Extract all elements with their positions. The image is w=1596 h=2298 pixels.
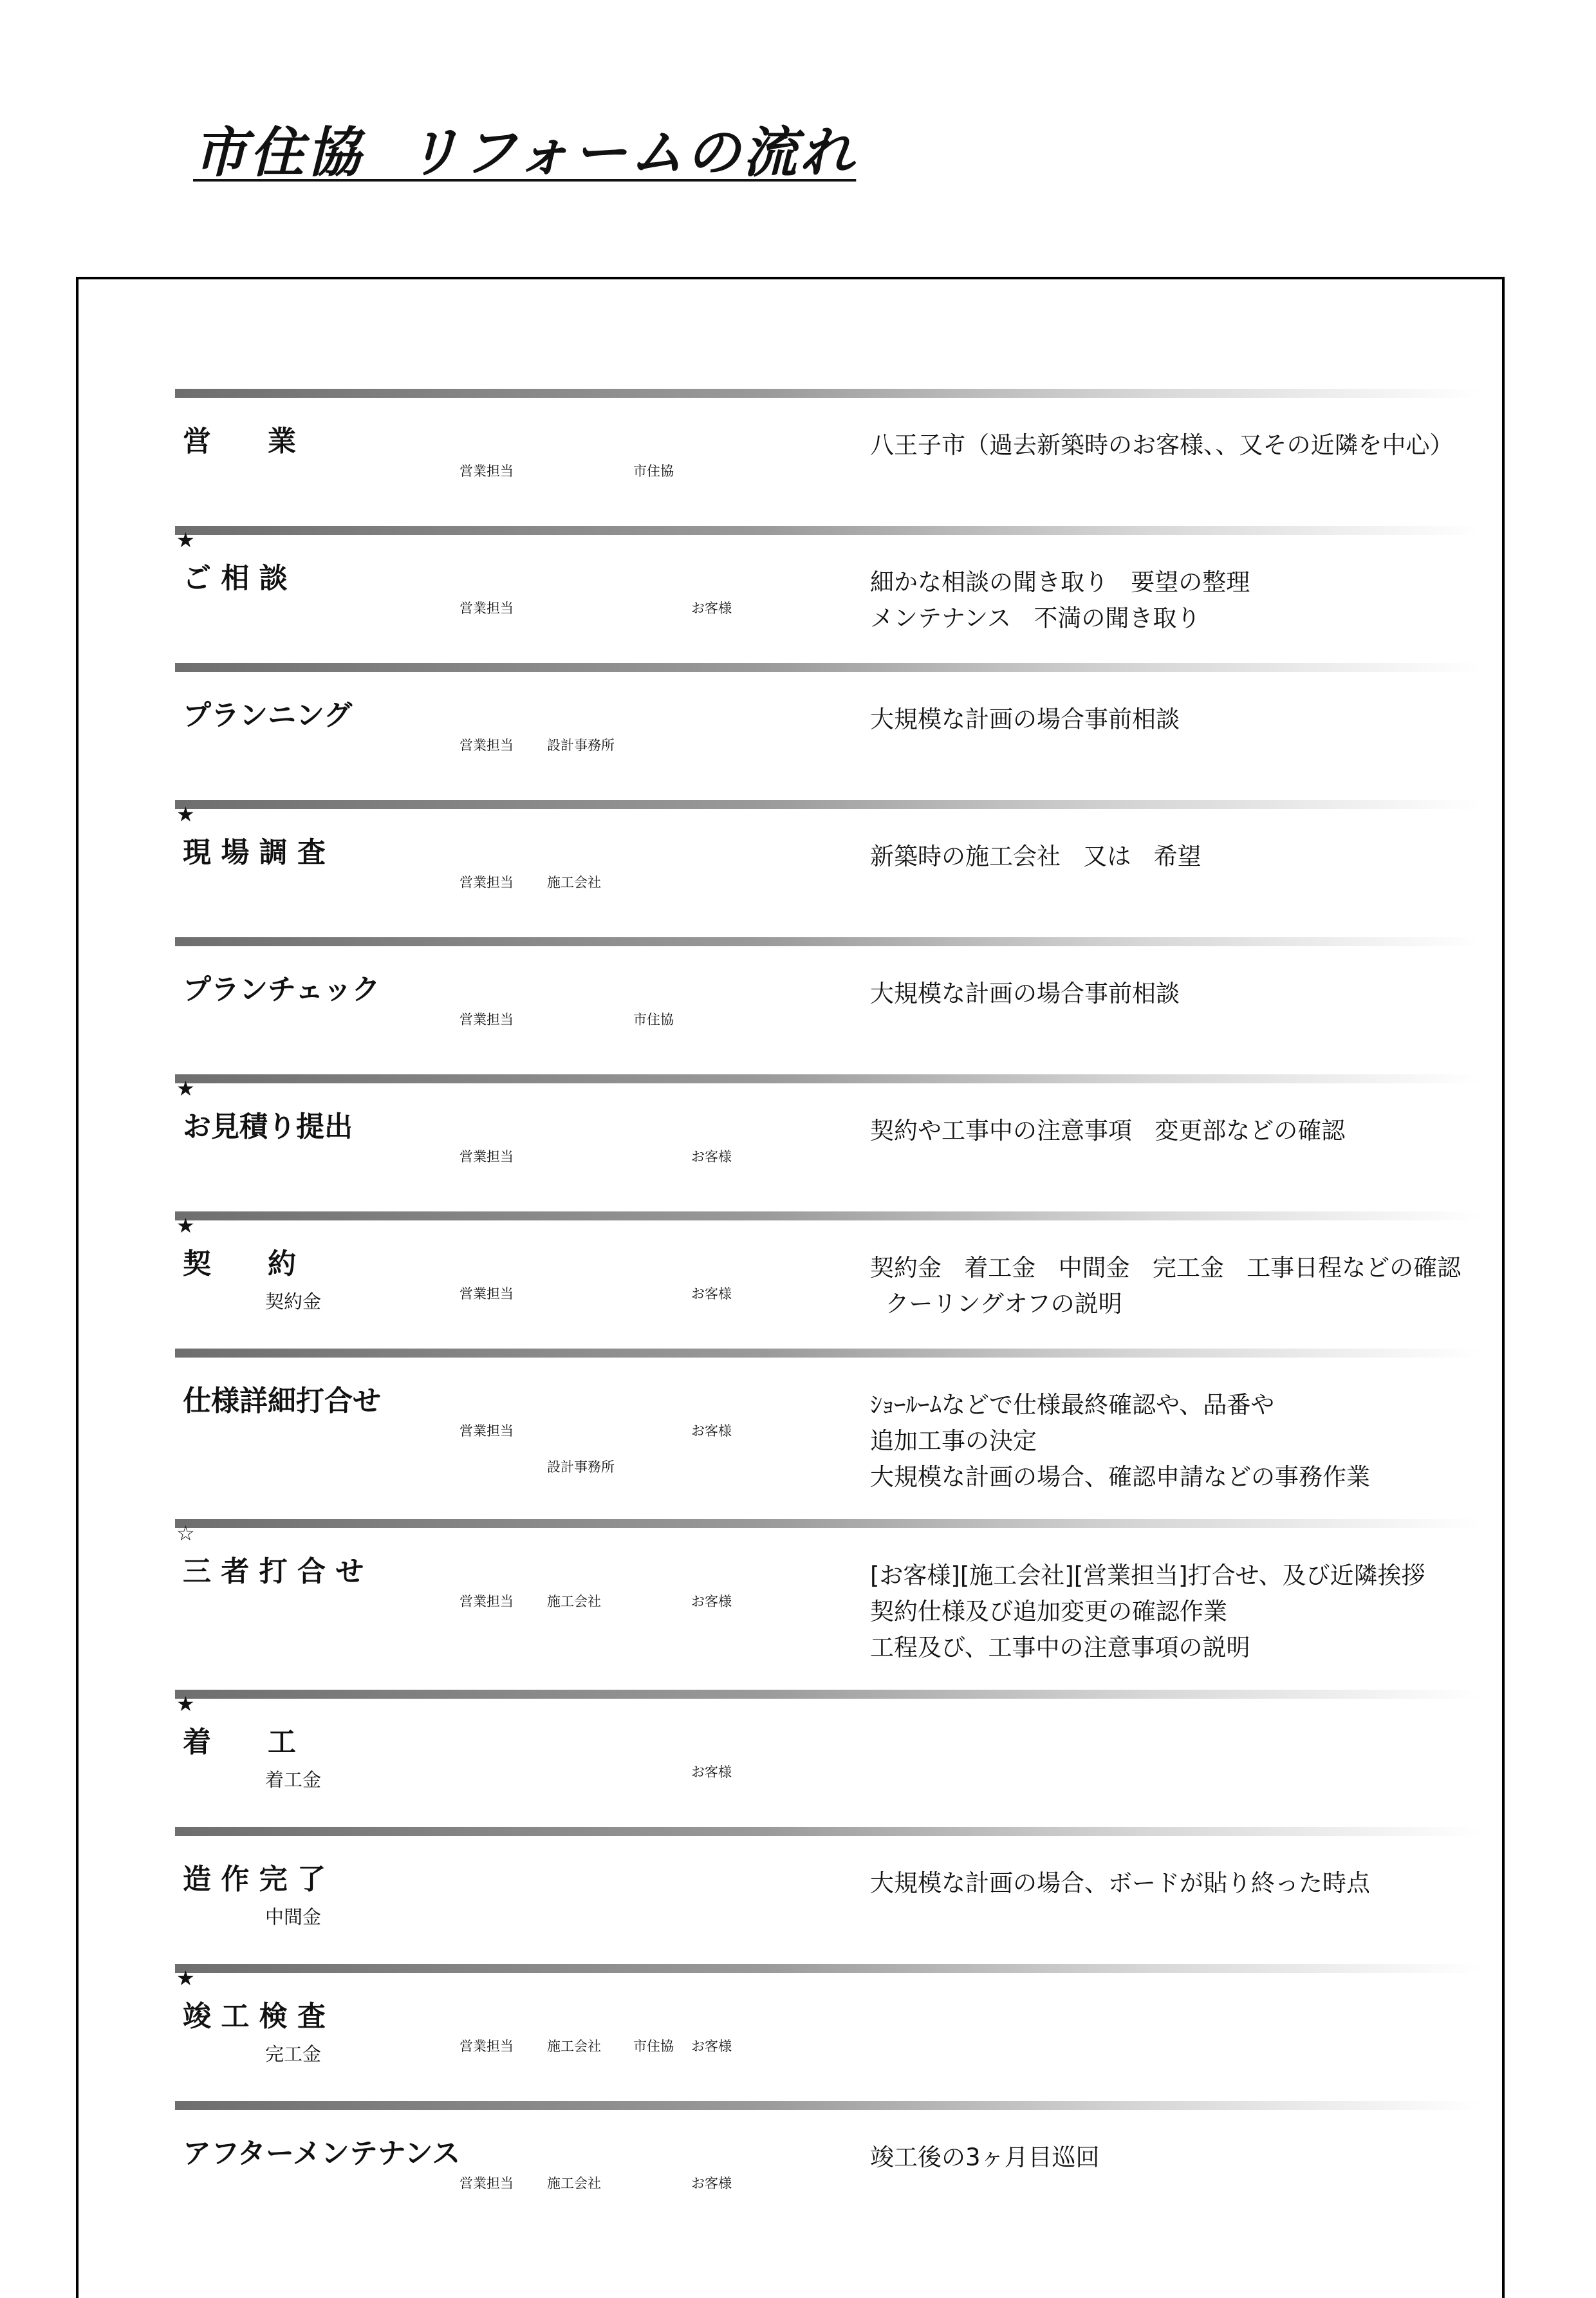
note-line: クーリングオフの説明	[870, 1290, 1122, 1318]
step-divider-bar	[175, 389, 1481, 398]
party-design-office: 設計事務所	[547, 1459, 615, 1475]
party-customer: お客様	[691, 2176, 732, 2191]
note-line: 大規模な計画の場合、ボードが貼り終った時点	[870, 1869, 1370, 1897]
note-line: 大規模な計画の場合事前相談	[870, 980, 1180, 1007]
party-sales: 営業担当	[459, 738, 514, 753]
step-divider-bar	[175, 1211, 1481, 1220]
note-line: メンテナンス 不満の聞き取り	[870, 604, 1201, 632]
step-notes	[870, 1558, 1425, 1666]
party-customer: お客様	[691, 1764, 732, 1780]
flow-step	[175, 2101, 1514, 2230]
step-name: 竣 工 検 査	[183, 2000, 326, 2033]
party-sales: 営業担当	[459, 463, 514, 479]
party-customer: お客様	[691, 1594, 732, 1609]
step-name: ご 相 談	[183, 562, 288, 595]
step-divider-bar	[175, 526, 1481, 535]
step-notes	[870, 2140, 1100, 2176]
step-notes	[870, 565, 1250, 637]
star-marker-icon: ☆	[176, 1521, 195, 1546]
note-line: ｼｮｰﾙｰﾑなどで仕様最終確認や、品番や	[870, 1391, 1275, 1419]
step-notes	[870, 1387, 1370, 1495]
party-sales: 営業担当	[459, 601, 514, 616]
step-notes	[870, 702, 1180, 738]
flow-step	[175, 663, 1514, 792]
note-line: 八王子市（過去新築時のお客様、、又その近隣を中心）	[870, 431, 1454, 459]
star-marker-icon: ★	[176, 528, 195, 552]
note-line: [お客様][施工会社][営業担当]打合せ、及び近隣挨拶	[870, 1562, 1425, 1589]
note-line: 新築時の施工会社 又は 希望	[870, 843, 1202, 870]
party-customer: お客様	[691, 1286, 732, 1302]
flow-step	[175, 1690, 1514, 1818]
step-notes	[870, 839, 1202, 875]
payment-label: 完工金	[265, 2043, 322, 2065]
note-line: 細かな相談の聞き取り 要望の整理	[870, 568, 1250, 596]
star-marker-icon: ★	[176, 1076, 195, 1101]
flow-step	[175, 1211, 1514, 1340]
note-line: 大規模な計画の場合、確認申請などの事務作業	[870, 1463, 1370, 1491]
party-shijukyo: 市住協	[633, 1012, 674, 1027]
party-secondary: 施工会社	[547, 875, 601, 890]
flow-step	[175, 526, 1514, 655]
flow-step	[175, 937, 1514, 1066]
flow-step	[175, 1074, 1514, 1203]
payment-label: 契約金	[265, 1291, 322, 1312]
party-secondary: 設計事務所	[547, 738, 615, 753]
star-marker-icon: ★	[176, 802, 195, 827]
note-line: 大規模な計画の場合事前相談	[870, 705, 1180, 733]
step-divider-bar	[175, 663, 1481, 672]
star-marker-icon: ★	[176, 1692, 195, 1716]
note-line: 竣工後の3ヶ月目巡回	[870, 2144, 1100, 2171]
party-secondary: 施工会社	[547, 2039, 601, 2054]
note-line: 契約金 着工金 中間金 完工金 工事日程などの確認	[870, 1254, 1461, 1282]
note-line: 契約や工事中の注意事項 変更部などの確認	[870, 1117, 1346, 1144]
step-divider-bar	[175, 1074, 1481, 1083]
step-divider-bar	[175, 1690, 1481, 1699]
note-line: 工程及び、工事中の注意事項の説明	[870, 1634, 1250, 1661]
page-title: 市住協 リフォームの流れ	[193, 121, 857, 184]
step-notes	[870, 1250, 1461, 1322]
payment-label: 中間金	[265, 1906, 322, 1928]
party-sales: 営業担当	[459, 1286, 514, 1302]
step-notes	[870, 427, 1454, 463]
step-notes	[870, 976, 1180, 1012]
party-secondary: 施工会社	[547, 2176, 601, 2191]
step-name: 契 約	[183, 1247, 296, 1280]
party-shijukyo: 市住協	[633, 463, 674, 479]
step-notes	[870, 1865, 1370, 1901]
party-sales: 営業担当	[459, 1423, 514, 1439]
step-name: プランニング	[183, 699, 353, 732]
note-line: 追加工事の決定	[870, 1427, 1037, 1455]
step-name: 仕様詳細打合せ	[183, 1385, 381, 1417]
step-name: 着 工	[183, 1726, 296, 1759]
party-sales: 営業担当	[459, 1012, 514, 1027]
step-name: プランチェック	[183, 973, 380, 1006]
step-divider-bar	[175, 1519, 1481, 1528]
note-line: 契約仕様及び追加変更の確認作業	[870, 1598, 1227, 1625]
party-secondary: 施工会社	[547, 1594, 601, 1609]
step-notes	[870, 1113, 1345, 1149]
party-sales: 営業担当	[459, 875, 514, 890]
step-name: お見積り提出	[183, 1110, 353, 1143]
party-shijukyo: 市住協	[633, 2039, 674, 2054]
flow-step	[175, 1519, 1514, 1661]
flow-step	[175, 800, 1514, 929]
step-name: 現 場 調 査	[183, 836, 326, 869]
party-customer: お客様	[691, 1423, 732, 1439]
step-divider-bar	[175, 1827, 1481, 1836]
step-name: 造 作 完 了	[183, 1863, 326, 1896]
party-sales: 営業担当	[459, 1594, 514, 1609]
party-customer: お客様	[691, 1149, 732, 1164]
party-sales: 営業担当	[459, 2176, 514, 2191]
step-divider-bar	[175, 1349, 1481, 1358]
flow-step	[175, 1964, 1514, 2093]
flow-step	[175, 1827, 1514, 1956]
party-customer: お客様	[691, 2039, 732, 2054]
step-divider-bar	[175, 2101, 1481, 2110]
step-name: アフターメンテナンス	[183, 2137, 461, 2170]
star-marker-icon: ★	[176, 1966, 195, 1990]
party-sales: 営業担当	[459, 2039, 514, 2054]
party-sales: 営業担当	[459, 1149, 514, 1164]
star-marker-icon: ★	[176, 1213, 195, 1238]
step-name: 三 者 打 合 せ	[183, 1555, 364, 1588]
step-divider-bar	[175, 1964, 1481, 1973]
step-name: 営 業	[183, 425, 296, 458]
payment-label: 着工金	[265, 1769, 322, 1791]
step-divider-bar	[175, 937, 1481, 946]
party-customer: お客様	[691, 601, 732, 616]
step-divider-bar	[175, 800, 1481, 809]
flow-step	[175, 389, 1514, 518]
flow-step	[175, 1349, 1514, 1491]
